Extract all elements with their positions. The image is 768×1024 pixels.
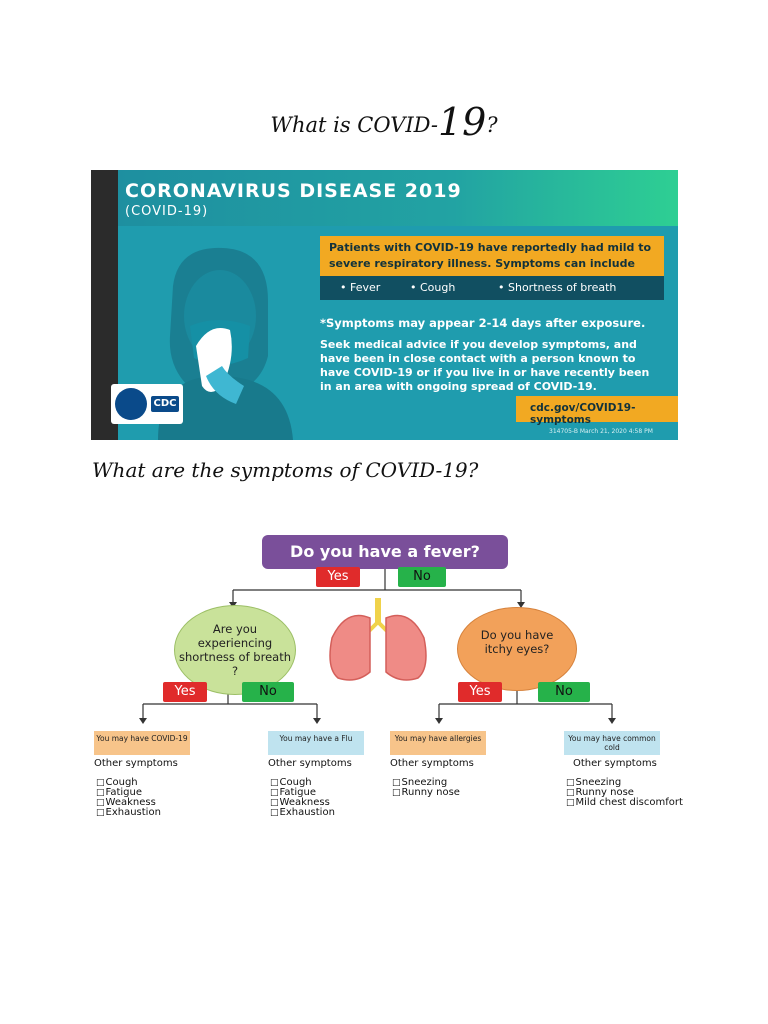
other-symptoms-label: Other symptoms (390, 758, 474, 769)
fever-no-label: No (398, 567, 446, 587)
banner-subtitle: (COVID-19) (125, 204, 209, 219)
result-allergies: You may have allergies (390, 731, 486, 755)
cdc-url-box (516, 396, 678, 426)
list-item: □ Sneezing (566, 778, 683, 788)
other-symptoms-label: Other symptoms (573, 758, 657, 769)
symptom-flowchart (0, 520, 768, 830)
cdc-logo-text: CDC (151, 396, 179, 412)
itchy-eyes-question (457, 607, 577, 691)
heading-prefix: What is COVID- (270, 113, 438, 137)
lungs-icon (326, 598, 430, 684)
list-item: □ Runny nose (566, 788, 683, 798)
medical-advice-text: Seek medical advice if you develop symptoms, and have been in close contact with a person known to have COVID-19 or if you live in or have recently been in an area with ongoing spread of COVID-19. (320, 338, 650, 393)
symptoms-bar (320, 276, 664, 300)
covid-symptom-list (96, 778, 161, 818)
list-item: □ Exhaustion (270, 808, 335, 818)
shortness-question-text: Are you experiencing shortness of breath ? (179, 622, 291, 678)
itchy-eyes-question-text: Do you have itchy eyes? (480, 628, 554, 656)
banner-title: CORONAVIRUS DISEASE 2019 (125, 180, 462, 202)
cdc-url: cdc.gov/COVID19-symptoms (530, 402, 636, 426)
allergies-symptom-list (392, 778, 460, 798)
cdc-banner (91, 170, 678, 440)
list-item: □ Sneezing (392, 778, 460, 788)
heading-suffix: ? (486, 113, 498, 137)
result-covid: You may have COVID-19 (94, 731, 190, 755)
other-symptoms-label: Other symptoms (94, 758, 178, 769)
symptom-cough: • Cough (410, 281, 456, 294)
fever-question: Do you have a fever? (262, 535, 508, 569)
heading-what-is-covid (0, 100, 768, 144)
banner-code: 314705-B March 21, 2020 4:58 PM (549, 428, 653, 435)
list-item: □ Weakness (96, 798, 161, 808)
list-item: □ Runny nose (392, 788, 460, 798)
breath-no-label: No (242, 682, 294, 702)
other-symptoms-label: Other symptoms (268, 758, 352, 769)
eyes-no-label: No (538, 682, 590, 702)
hhs-seal-icon (115, 388, 147, 420)
fever-yes-label: Yes (316, 567, 360, 587)
breath-yes-label: Yes (163, 682, 207, 702)
result-common-cold: You may have common cold (564, 731, 660, 755)
flu-symptom-list (270, 778, 335, 818)
cold-symptom-list (566, 778, 683, 808)
symptom-shortness-of-breath: • Shortness of breath (498, 281, 617, 294)
intro-text: Patients with COVID-19 have reportedly had mild to severe respiratory illness. Symptoms can include (329, 241, 652, 270)
list-item: □ Exhaustion (96, 808, 161, 818)
list-item: □ Cough (270, 778, 335, 788)
list-item: □ Weakness (270, 798, 335, 808)
list-item: □ Fatigue (270, 788, 335, 798)
list-item: □ Cough (96, 778, 161, 788)
intro-box (320, 236, 664, 276)
cdc-logo (111, 384, 183, 424)
symptom-fever: • Fever (340, 281, 381, 294)
result-flu: You may have a Flu (268, 731, 364, 755)
list-item: □ Fatigue (96, 788, 161, 798)
exposure-note: *Symptoms may appear 2-14 days after exposure. (320, 316, 646, 330)
heading-number: 19 (438, 100, 487, 144)
list-item: □ Mild chest discomfort (566, 798, 683, 808)
eyes-yes-label: Yes (458, 682, 502, 702)
heading-symptoms: What are the symptoms of COVID-19? (92, 458, 479, 482)
